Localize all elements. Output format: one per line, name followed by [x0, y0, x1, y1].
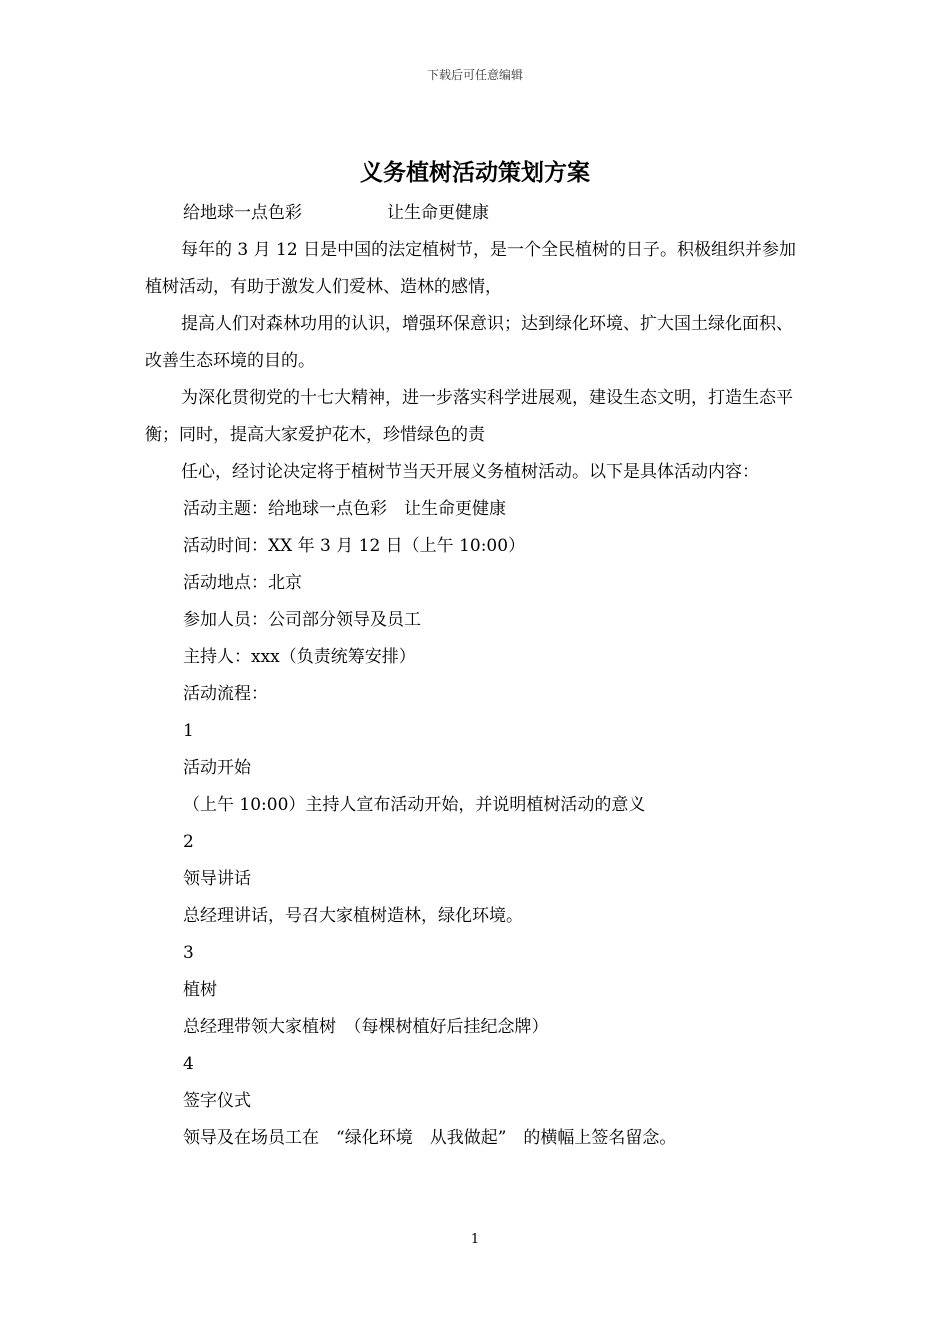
- step-number: 1: [183, 721, 194, 741]
- paragraph-3: 为深化贯彻党的十七大精神，进一步落实科学进展观，建设生态文明，打造生态平衡；同时，提高大家爱护花木，珍惜绿色的责: [145, 388, 793, 445]
- page-number: 1: [470, 1232, 480, 1247]
- activity-place: 活动地点：北京: [183, 573, 302, 593]
- step-description: 总经理讲话，号召大家植树造林，绿化环境。: [183, 906, 523, 926]
- activity-flow-label: 活动流程：: [183, 684, 268, 704]
- paragraph-2: 提高人们对森林功用的认识，增强环保意识；达到绿化环境、扩大国土绿化面积、改善生态环境的目的。: [145, 314, 793, 371]
- step-number: 3: [183, 943, 194, 963]
- step-name: 领导讲话: [183, 869, 251, 889]
- activity-participants: 参加人员：公司部分领导及员工: [183, 610, 421, 630]
- paragraph-1: 每年的 3 月 12 日是中国的法定植树节，是一个全民植树的日子。积极组织并参加植树活动，有助于激发人们爱林、造林的感情，: [145, 240, 797, 297]
- activity-theme: 活动主题：给地球一点色彩 让生命更健康: [183, 499, 506, 519]
- step-description: 总经理带领大家植树 （每棵树植好后挂纪念牌）: [183, 1017, 549, 1037]
- paragraph-4: 任心，经讨论决定将于植树节当天开展义务植树活动。以下是具体活动内容：: [181, 462, 759, 482]
- slogan: 给地球一点色彩 让生命更健康: [183, 203, 489, 223]
- step-name: 植树: [183, 980, 217, 1000]
- page-header: 下载后可任意编辑: [426, 68, 523, 82]
- step-number: 4: [183, 1054, 194, 1074]
- document-title: 义务植树活动策划方案: [360, 160, 590, 186]
- step-number: 2: [183, 832, 194, 852]
- step-description: （上午 10:00）主持人宣布活动开始，并说明植树活动的意义: [183, 795, 646, 815]
- activity-time: 活动时间：XX 年 3 月 12 日（上午 10:00）: [183, 536, 526, 556]
- step-name: 活动开始: [183, 758, 251, 778]
- document-body: [145, 195, 807, 1157]
- step-description: 领导及在场员工在 “绿化环境 从我做起” 的横幅上签名留念。: [183, 1128, 677, 1148]
- activity-host: 主持人：xxx（负责统筹安排）: [183, 647, 416, 667]
- step-name: 签字仪式: [183, 1091, 251, 1111]
